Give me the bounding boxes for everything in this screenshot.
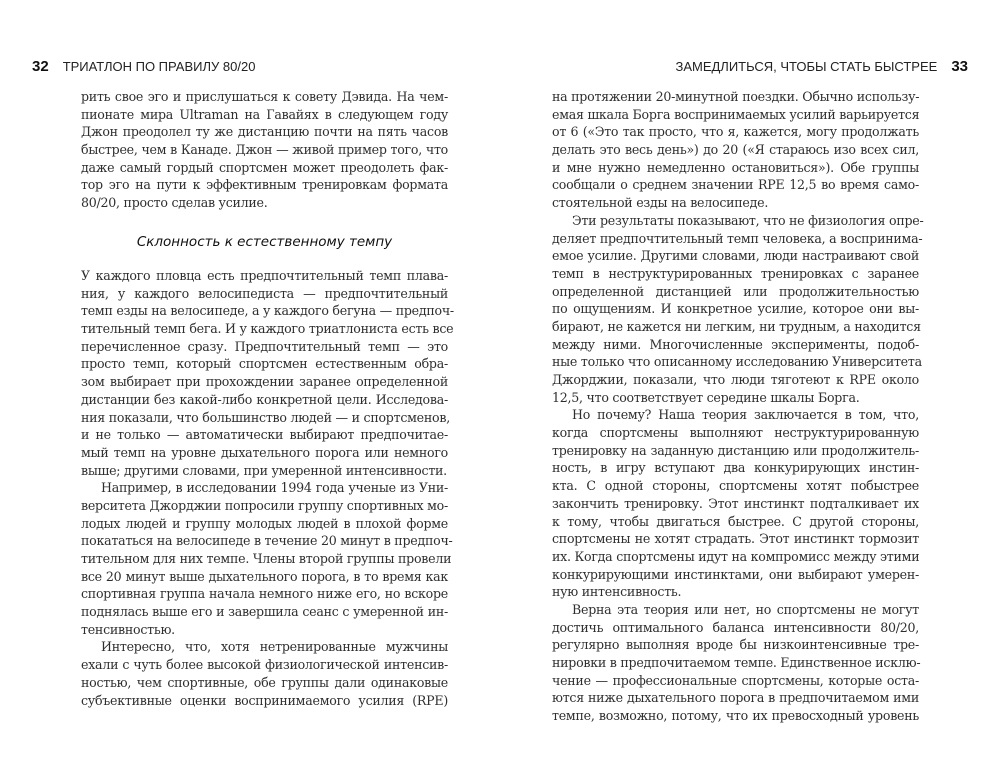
text-line: верситета Джорджии попросили группу спортивных мо- [81, 497, 448, 513]
text-line: мый темп на уровне дыхательного порога или немного [81, 444, 448, 460]
text-line: выше; другими словами, при умеренной интенсивности. [81, 462, 447, 478]
text-line: Верна эта теория или нет, но спортсмены не могут [572, 601, 919, 617]
text-line: чение — профессиональные спортсмены, которые оста- [552, 672, 919, 688]
text-line: когда спортсмены выполняют неструктурированную [552, 425, 919, 441]
text-line: делать это весь день») до 20 («Я стараюсь изо всех сил, [552, 142, 919, 158]
text-line: быстрее, чем в Канаде. Джон — живой пример того, что [81, 142, 448, 158]
text-line: 12,5, что соответствует середине шкалы Борга. [552, 389, 860, 405]
text-line: регулярно выполняя вроде бы низкоинтенсивные тре- [552, 637, 919, 653]
text-line: перечисленное сразу. Предпочтительный темп — это [81, 338, 448, 354]
text-line: спортсмены не хотят страдать. Этот инстинкт тормозит [552, 531, 919, 547]
text-line: на протяжении 20-минутной поездки. Обычно использу- [552, 89, 920, 104]
text-line: от 6 («Это так просто, что я, кажется, могу продолжать [552, 124, 919, 140]
section-subheading: Склонность к естественному темпу [136, 234, 393, 250]
text-line: тренировку на заданную дистанцию или продолжитель- [552, 442, 919, 458]
text-line: ехали с чуть более высокой физиологической интенсив- [81, 657, 448, 673]
text-line: Интересно, что, хотя нетренированные мужчины [101, 639, 448, 655]
text-line: ностью, чем спортивные, обе группы дали одинаковые [81, 674, 448, 690]
text-line: даже самый гордый спортсмен может преодолеть фак- [81, 159, 448, 175]
left-page-number: 32 [32, 58, 49, 75]
text-line: поднялась выше его и завершила сеанс с умеренной ин- [81, 604, 448, 620]
text-line: нировки в предпочитаемом темпе. Единственное исклю- [552, 655, 921, 670]
text-line: просто темп, который спортсмен естественным обра- [81, 356, 448, 372]
text-line: субъективные оценки воспринимаемого усилия (RPE) [81, 692, 448, 708]
text-line: деляет предпочтительный темп человека, а воспринима- [552, 230, 923, 246]
text-line: по ощущениям. И конкретное усилие, которое они вы- [552, 301, 919, 317]
text-line: лодых людей и группу молодых людей в плохой форме [81, 515, 448, 531]
text-line: сообщали о среднем значении RPE 12,5 во время само- [552, 177, 919, 193]
right-running-head: ЗАМЕДЛИТЬСЯ, ЧТОБЫ СТАТЬ БЫСТРЕЕ [675, 59, 938, 74]
text-line: Но почему? Наша теория заключается в том, что, [572, 407, 919, 423]
text-line: пионате мира Ultraman на Гавайях в следующем году [81, 106, 448, 122]
text-line: их. Когда спортсмены идут на компромисс между этими [552, 548, 920, 564]
text-line: бирают, не кажется ни легким, ни трудным, а находится [552, 318, 921, 334]
text-line: рить свое эго и прислушаться к совету Дэвида. На чем- [81, 89, 448, 104]
text-line: и не только — автоматически выбирают предпочитае- [81, 427, 448, 443]
left-running-header [32, 58, 255, 75]
text-line: кта. С одной стороны, спортсмены хотят побыстрее [552, 478, 919, 494]
text-line: Например, в исследовании 1994 года ученые из Уни- [101, 480, 448, 496]
text-line: Джорджии, показали, что люди тяготеют к RPE около [552, 372, 919, 387]
text-line: Эти результаты показывают, что не физиология опре- [572, 212, 924, 228]
text-line: достичь оптимального баланса интенсивности 80/20, [552, 619, 919, 635]
text-line: У каждого пловца есть предпочтительный темп плава- [81, 268, 448, 283]
left-text-block-intro [81, 88, 448, 212]
text-line: ются ниже дыхательного порога в предпочитаемом ими [552, 690, 919, 706]
right-text-block [552, 88, 924, 725]
right-page-number: 33 [951, 58, 968, 75]
text-line: тительном для них темпе. Члены второй группы провели [81, 551, 452, 566]
text-line: тительный темп бега. И у каждого триатлониста есть все [81, 321, 454, 337]
text-line: дистанции без какой-либо конкретной цели. Исследова- [81, 391, 448, 407]
text-line: конкурирующими инстинктами, они выбирают умерен- [552, 566, 919, 582]
text-line: ния показали, что большинство людей — и спортсменов, [81, 409, 450, 425]
text-line: темп езды на велосипеде, а у каждого бегуна — предпоч- [81, 303, 454, 319]
text-line: зом выбирает при прохождении заранее определенной [81, 374, 448, 390]
left-running-head: ТРИАТЛОН ПО ПРАВИЛУ 80/20 [62, 59, 256, 74]
text-line: все 20 минут выше дыхательного порога, в то время как [81, 568, 448, 584]
text-line: емое усилие. Другими словами, люди настраивают свой [552, 248, 919, 264]
text-line: темп в неструктурированных тренировках с заранее [552, 265, 919, 281]
text-line: ные только что описанному исследованию Университета [552, 354, 922, 370]
text-line: к тому, чтобы двигаться быстрее. С другой стороны, [552, 513, 919, 529]
right-running-header [675, 58, 968, 75]
text-line: между ними. Многочисленные эксперименты, подоб- [552, 336, 919, 352]
text-line: ную интенсивность. [552, 584, 682, 600]
text-line: ния, у каждого велосипедиста — предпочтительный [81, 285, 448, 301]
text-line: и мне нужно немедленно остановиться»). Обе группы [552, 159, 919, 175]
left-text-block-main [81, 267, 454, 709]
text-line: емая шкала Борга воспринимаемых усилий варьируется [552, 106, 920, 122]
text-line: определенной дистанцией или продолжительностью [552, 283, 919, 299]
text-line: ность, в игру вступают два конкурирующих инстин- [552, 460, 919, 476]
text-line: темпе, возможно, потому, что их превосходный уровень [552, 708, 919, 724]
text-line: 80/20, просто сделав усилие. [81, 195, 268, 211]
text-line: тенсивностью. [81, 621, 175, 637]
text-line: покататься на велосипеде в течение 20 минут в предпоч- [81, 533, 453, 549]
text-line: закончить тренировку. Этот инстинкт подталкивает их [552, 495, 919, 511]
text-line: Джон преодолел ту же дистанцию почти на пять часов [81, 124, 448, 140]
text-line: тор эго на пути к эффективным тренировкам формата [81, 177, 448, 193]
text-line: спортивная группа начала немного ниже его, но вскоре [81, 586, 448, 602]
text-line: стоятельной езды на велосипеде. [552, 195, 769, 211]
